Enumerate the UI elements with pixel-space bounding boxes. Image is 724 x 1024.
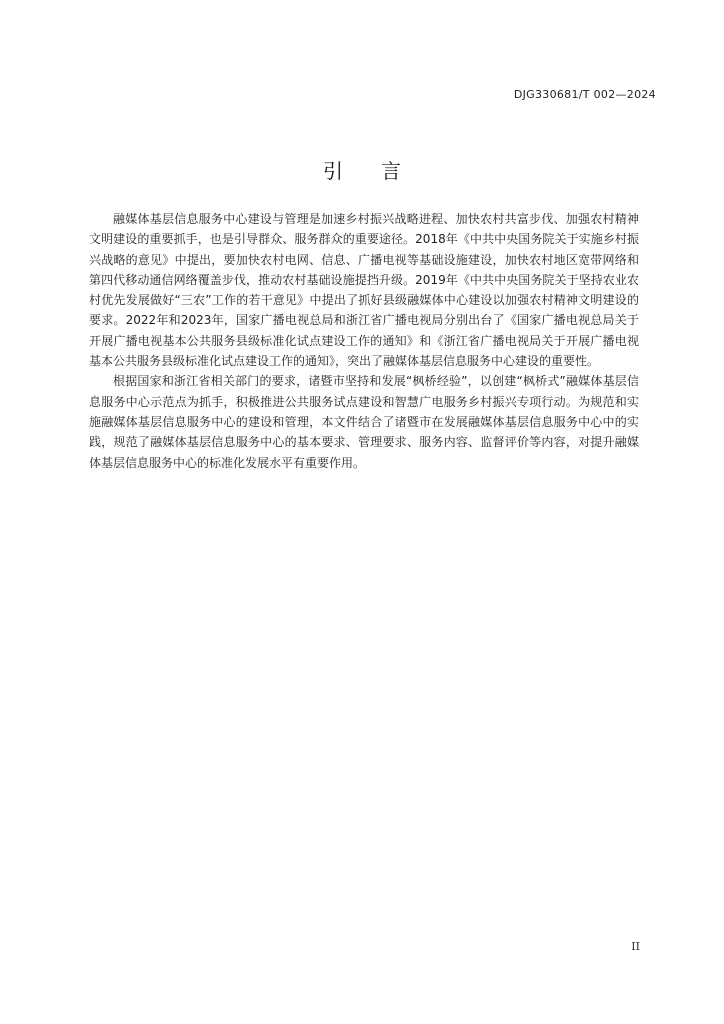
page-number: II: [631, 940, 640, 953]
paragraph-1: 融媒体基层信息服务中心建设与管理是加速乡村振兴战略进程、加快农村共富步伐、加强农村精神文明建设的重要抓手，也是引导群众、服务群众的重要途径。2018年《中共中央国务院关于实施乡村振兴战略的意见》中提出，要加快农村电网、信息、广播电视等基础设施建设，加快农村地区宽带网络和第四代移动通信网络覆盖步伐，推动农村基础设施提挡升级。2019年《中共中央国务院关于坚持农业农村优先发展做好“三农”工作的若干意见》中提出了抓好县级融媒体中心建设以加强农村精神文明建设的要求。2022年和2023年，国家广播电视总局和浙江省广播电视局分别出台了《国家广播电视总局关于开展广播电视基本公共服务县级标准化试点建设工作的通知》和《浙江省广播电视局关于开展广播电视基本公共服务县级标准化试点建设工作的通知》，突出了融媒体基层信息服务中心建设的重要性。: [89, 212, 639, 369]
document-code: DJG330681/T 002—2024: [513, 88, 656, 101]
body-text: [89, 209, 639, 473]
page-title: 引言: [323, 159, 439, 183]
paragraph-2: 根据国家和浙江省相关部门的要求，诸暨市坚持和发展“枫桥经验”，以创建“枫桥式”融媒体基层信息服务中心示范点为抓手，积极推进公共服务试点建设和智慧广电服务乡村振兴专项行动。为规范和实施融媒体基层信息服务中心的建设和管理，本文件结合了诸暨市在发展融媒体基层信息服务中心中的实践，规范了融媒体基层信息服务中心的基本要求、管理要求、服务内容、监督评价等内容，对提升融媒体基层信息服务中心的标准化发展水平有重要作用。: [89, 374, 639, 470]
